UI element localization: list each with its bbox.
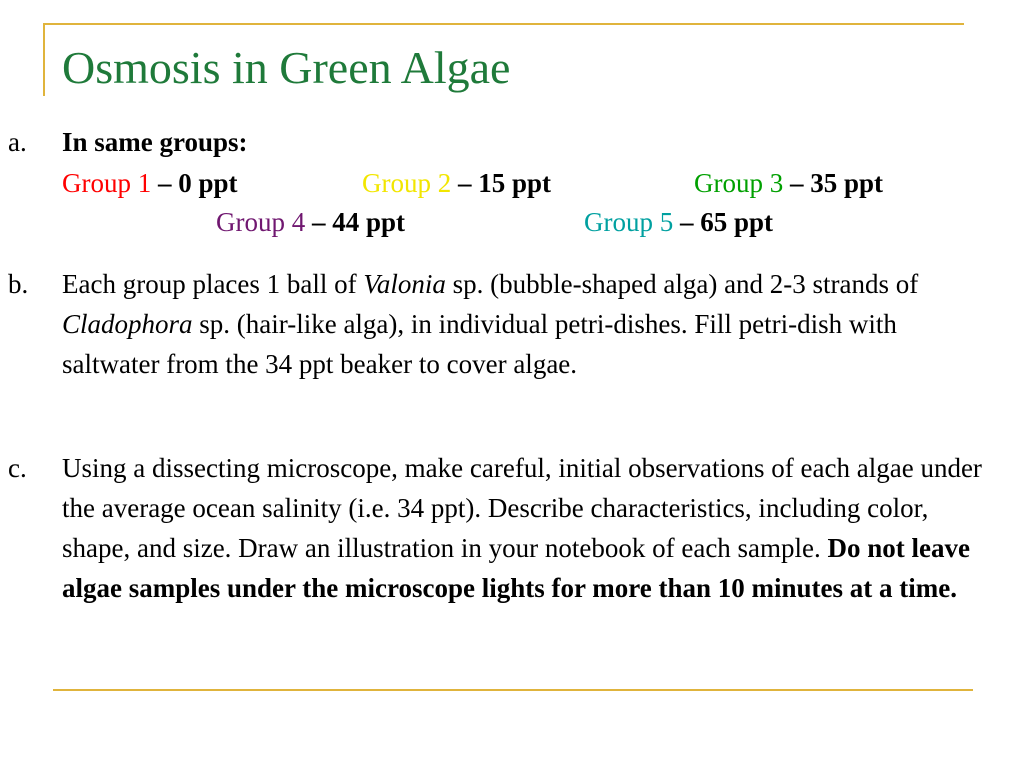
group-2-name: Group 2 <box>362 168 452 198</box>
group-2-value: – 15 ppt <box>451 168 552 198</box>
slide-title: Osmosis in Green Algae <box>62 42 511 93</box>
group-3-value: – 35 ppt <box>783 168 884 198</box>
item-b-text-2: sp. (bubble-shaped alga) and 2-3 strands of <box>445 269 919 299</box>
item-b-text <box>62 264 994 384</box>
list-marker-a: a. <box>8 127 27 157</box>
group-5-value: – 65 ppt <box>673 207 774 237</box>
item-c-text <box>62 448 994 608</box>
groups-heading: In same groups: <box>62 127 248 157</box>
group-5-label <box>584 202 773 242</box>
group-4-label <box>216 202 405 242</box>
group-5-name: Group 5 <box>584 207 674 237</box>
group-3-name: Group 3 <box>694 168 784 198</box>
cladophora-name: Cladophora <box>62 309 193 339</box>
left-accent-rule <box>43 23 45 96</box>
group-2-label <box>362 163 551 203</box>
group-3-label <box>694 163 883 203</box>
group-1-label <box>62 163 238 203</box>
group-1-name: Group 1 <box>62 168 152 198</box>
list-item-c <box>8 448 1008 608</box>
microscope-warning: Do not leave algae samples under the microscope lights for more than 10 minutes at a time. <box>62 533 971 603</box>
item-b-text-1: Each group places 1 ball of <box>62 269 364 299</box>
top-accent-rule <box>44 23 964 25</box>
item-b-text-3: sp. (hair-like alga), in individual petri-dishes. Fill petri-dish with saltwater from the 34 ppt beaker to cover algae. <box>62 309 897 379</box>
bottom-accent-rule <box>53 689 973 691</box>
group-1-value: – 0 ppt <box>151 168 238 198</box>
list-marker-c: c. <box>8 453 27 483</box>
list-item-b <box>8 264 1008 384</box>
group-4-value: – 44 ppt <box>305 207 406 237</box>
group-4-name: Group 4 <box>216 207 306 237</box>
item-c-text-main: Using a dissecting microscope, make careful, initial observations of each algae under the average ocean salinity (i.e. 34 ppt). Describe characteristics, including color, shape, and size. Draw an illustration in your notebook of each sample. <box>62 453 982 563</box>
list-item-a <box>8 122 1008 162</box>
valonia-name: Valonia <box>363 269 446 299</box>
list-marker-b: b. <box>8 269 29 299</box>
